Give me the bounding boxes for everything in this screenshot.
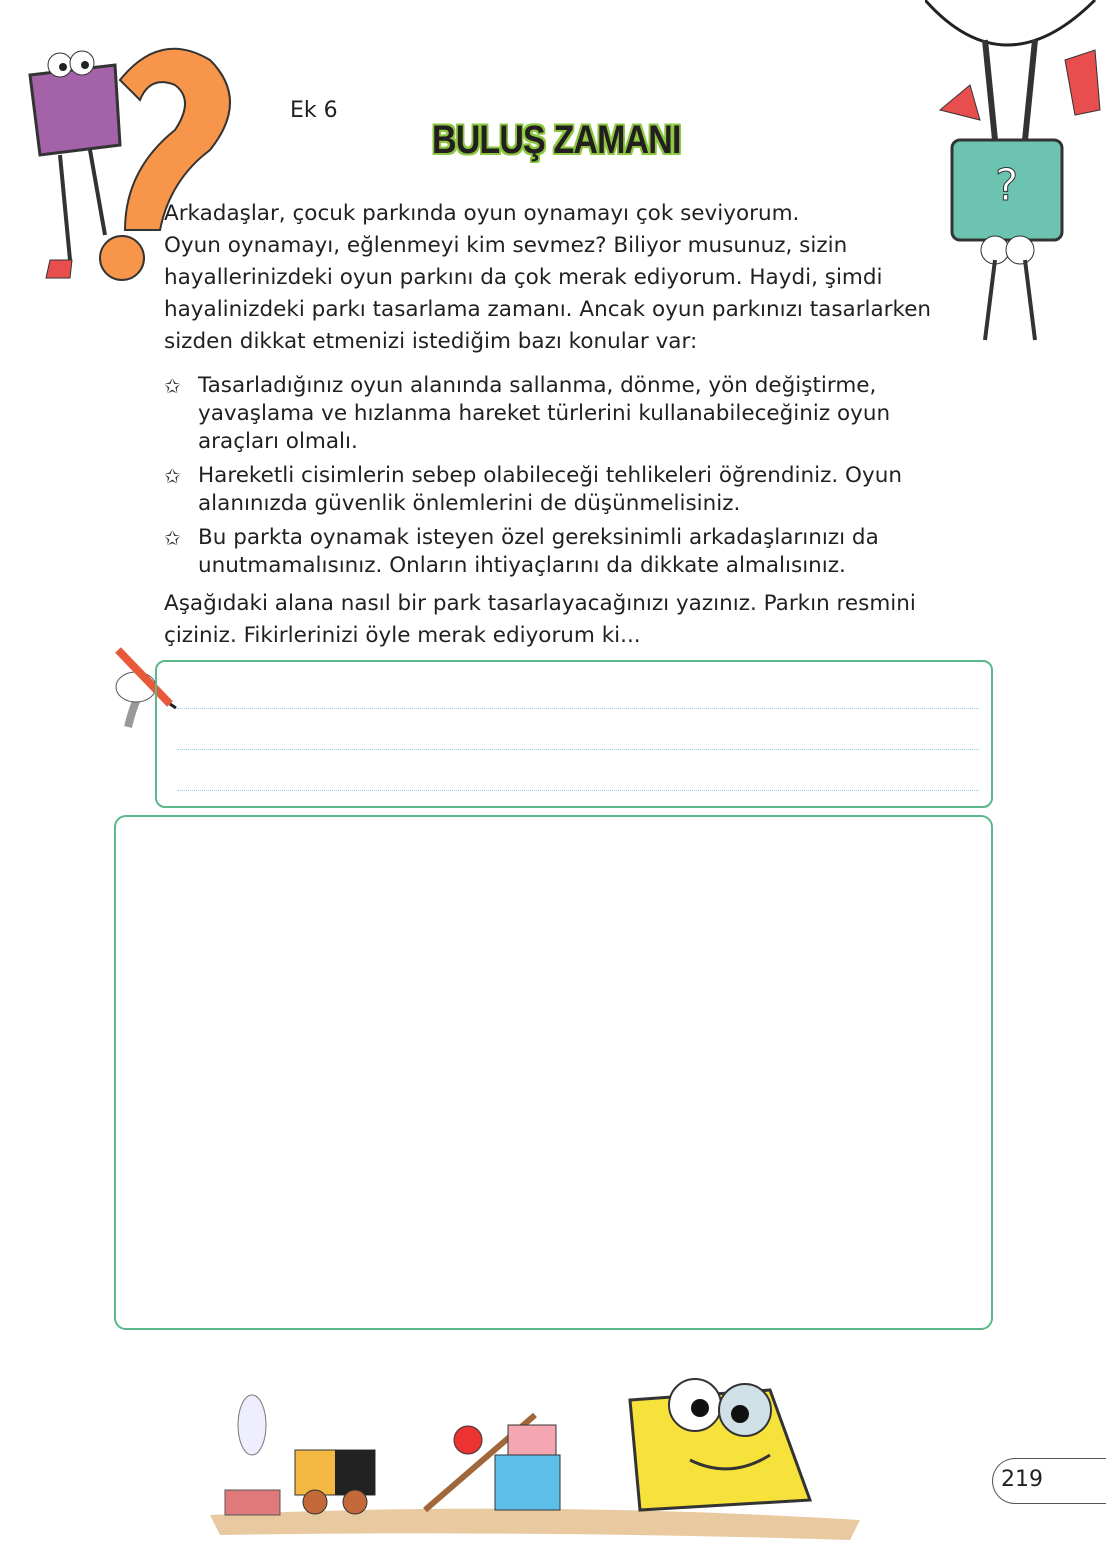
page-title: BULUŞ ZAMANI [432,118,681,162]
star-icon: ✩ [164,464,181,488]
instruction-line: Aşağıdaki alana nasıl bir park tasarlayacağınızı yazınız. Parkın resmini [164,591,916,616]
list-item [164,372,954,456]
star-icon: ✩ [164,374,181,398]
intro-line: Arkadaşlar, çocuk parkında oyun oynamayı çok seviyorum. [164,201,800,226]
list-item [164,524,954,580]
writing-line [177,708,979,709]
intro-line: Oyun oynamayı, eğlenmeyi kim sevmez? Biliyor musunuz, sizin [164,233,848,258]
intro-line: hayallerinizdeki oyun parkını da çok merak ediyorum. Haydi, şimdi [164,265,883,290]
star-icon: ✩ [164,526,181,550]
list-item-text: Tasarladığınız oyun alanında sallanma, dönme, yön değiştirme, yavaşlama ve hızlanma hareket türlerini kullanabileceğiniz oyun araçları olmalı. [198,373,891,454]
intro-line: hayalinizdeki parkı tasarlama zamanı. Ancak oyun parkınızı tasarlarken [164,297,932,322]
experiment-character-illustration [210,1330,870,1555]
requirements-list [164,372,954,586]
list-item-text: Hareketli cisimlerin sebep olabileceği tehlikeleri öğrendiniz. Oyun alanınızda güvenlik önlemlerini de düşünmelisiniz. [198,463,902,516]
page-number: 219 [1001,1467,1043,1492]
drawing-area[interactable] [114,815,993,1330]
writing-line [177,790,979,791]
intro-line: sizden dikkat etmenizi istediğim bazı konular var: [164,329,698,354]
svg-text:?: ? [995,160,1019,211]
appendix-label: Ek 6 [290,98,338,123]
list-item-text: Bu parkta oynamak isteyen özel gereksinimli arkadaşlarınızı da unutmamalısınız. Onların ihtiyaçlarını da dikkate almalısınız. [198,525,879,578]
writing-area[interactable] [155,660,993,808]
list-item [164,462,954,518]
instruction-paragraph [164,588,964,652]
instruction-line: çiziniz. Fikirlerinizi öyle merak ediyorum ki... [164,623,641,648]
writing-line [177,749,979,750]
intro-paragraph [164,198,964,358]
page-number-tab [992,1458,1106,1504]
